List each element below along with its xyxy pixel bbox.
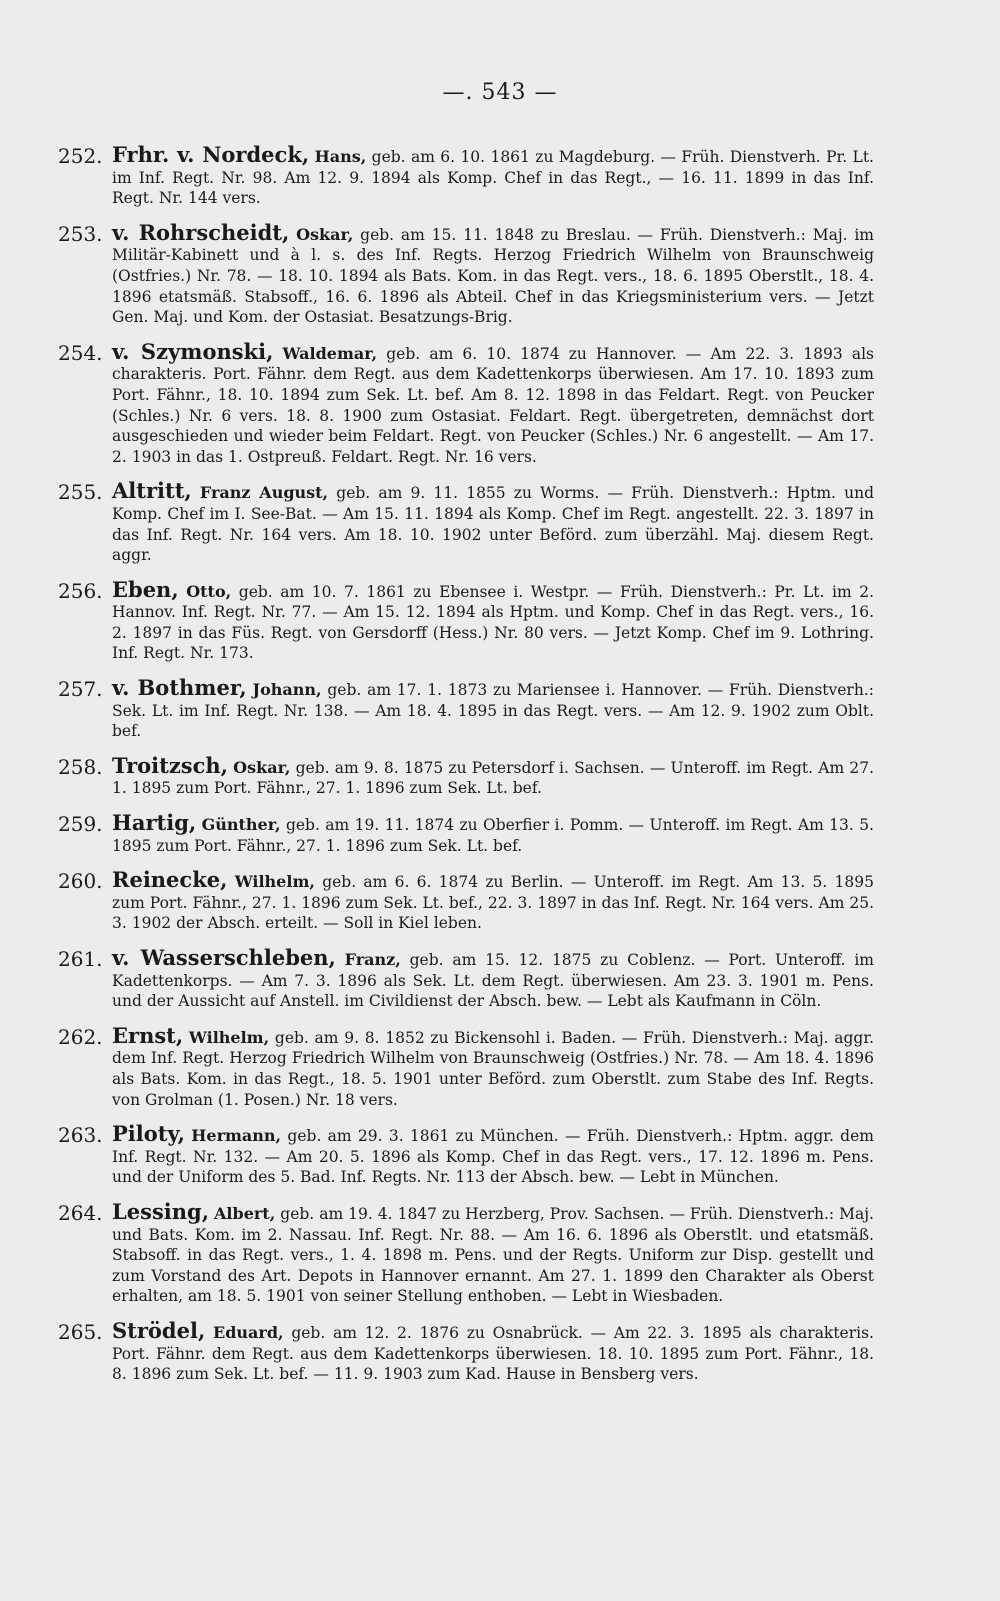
entry-surname: v. Wasserschleben,	[112, 945, 336, 970]
biography-entry	[0, 478, 1000, 565]
entry-text: geb. am 17. 1. 1873 zu Mariensee i. Hannover. — Früh. Dienstverh.: Sek. Lt. im Inf. Regt. Nr. 138. — Am 18. 4. 1895 in das Regt. vers. — Am 12. 9. 1902 zum Oblt. bef.	[112, 681, 874, 741]
entry-number: 264.	[58, 1200, 103, 1225]
entry-text: geb. am 15. 11. 1848 zu Breslau. — Früh. Dienstverh.: Maj. im Militär-Kabinett und à l. s. des Inf. Regts. Herzog Friedrich Wilhelm von Braunschweig (Ostfries.) Nr. 78. — 18. 10. 1894 als Bats. Kom. in das Regt. vers., 18. 6. 1895 Oberstlt., 18. 4. 1896 etatsmäß. Stabsoff., 16. 6. 1896 als Abteil. Chef in das Kriegsministerium vers. — Jetzt Gen. Maj. und Kom. der Ostasiat. Besatzungs-Brig.	[112, 225, 875, 327]
entry-text: geb. am 12. 2. 1876 zu Osnabrück. — Am 22. 3. 1895 als charakteris. Port. Fähnr. dem Regt. aus dem Kadettenkorps überwiesen. 18. 10. 1895 zum Port. Fähnr., 18. 8. 1896 zum Sek. Lt. bef. — 11. 9. 1903 zum Kad. Hause in Bensberg vers.	[112, 1323, 874, 1384]
entry-given-name: Hermann,	[191, 1126, 282, 1146]
biography-entry	[0, 752, 1000, 799]
entry-number: 256.	[58, 578, 103, 603]
entry-given-name: Wilhelm,	[188, 1027, 270, 1047]
biography-entry	[0, 219, 1000, 328]
entry-number: 263.	[58, 1123, 103, 1148]
entry-number: 252.	[58, 144, 103, 168]
entry-text: geb. am 10. 7. 1861 zu Ebensee i. Westpr. — Früh. Dienstverh.: Pr. Lt. im 2. Hannov. Inf. Regt. Nr. 77. — Am 15. 12. 1894 als Hptm. und Komp. Chef in das Regt. vers., 16. 2. 1897 in das Füs. Regt. von Gersdorff (Hess.) Nr. 80 vers. — Jetzt Komp. Chef im 9. Lothring. Inf. Regt. Nr. 173.	[112, 582, 875, 663]
entry-text: geb. am 15. 12. 1875 zu Coblenz. — Port. Unteroff. im Kadettenkorps. — Am 7. 3. 1896 als Sek. Lt. dem Regt. überwiesen. Am 23. 3. 1901 m. Pens. und der Aussicht auf Anstell. im Civildienst der Absch. bew. — Lebt als Kaufmann in Cöln.	[112, 951, 875, 1011]
entry-given-name: Günther,	[201, 815, 281, 835]
entry-number: 255.	[58, 480, 103, 505]
entry-text: geb. am 9. 8. 1875 zu Petersdorf i. Sachsen. — Unteroff. im Regt. Am 27. 1. 1895 zum Port. Fähnr., 27. 1. 1896 zum Sek. Lt. bef.	[112, 758, 875, 798]
biography-entry	[0, 1022, 1000, 1110]
entry-surname: Lessing,	[112, 1198, 210, 1224]
biography-entry	[0, 945, 1000, 1012]
entry-number: 257.	[58, 677, 103, 702]
entry-text: geb. am 6. 10. 1861 zu Magdeburg. — Früh. Dienstverh. Pr. Lt. im Inf. Regt. Nr. 98. Am 12. 9. 1894 als Komp. Chef in das Regt., — 16. 11. 1899 in das Inf. Regt. Nr. 144 vers.	[112, 148, 874, 208]
entry-number: 262.	[58, 1024, 103, 1049]
entry-number: 261.	[58, 947, 103, 971]
entry-given-name: Oskar,	[233, 757, 291, 777]
entry-surname: Ernst,	[112, 1022, 184, 1048]
entry-number: 258.	[58, 754, 103, 779]
entry-given-name: Franz,	[344, 950, 401, 969]
entry-text: geb. am 6. 10. 1874 zu Hannover. — Am 22. 3. 1893 als charakteris. Port. Fähnr. dem Regt. aus dem Kadettenkorps überwiesen. Am 17. 10. 1893 zum Port. Fähnr., 18. 10. 1894 zum Sek. Lt. bef. Am 8. 12. 1898 in das Feldart. Regt. von Peucker (Schles.) Nr. 6 vers. 18. 8. 1900 zum Ostasiat. Feldart. Regt. übergetreten, demnächst dort ausgeschieden und wieder beim Feldart. Regt. von Peucker (Schles.) Nr. 6 angestellt. — Am 17. 2. 1903 in das 1. Ostpreuß. Feldart. Regt. Nr. 16 vers.	[112, 344, 874, 466]
entry-text: geb. am 6. 6. 1874 zu Berlin. — Unteroff. im Regt. Am 13. 5. 1895 zum Port. Fähnr., 27. 1. 1896 zum Sek. Lt. bef., 22. 3. 1897 in das Inf. Regt. Nr. 164 vers. Am 25. 3. 1902 der Absch. erteilt. — Soll in Kiel leben.	[112, 873, 874, 933]
entry-list	[0, 142, 1000, 1399]
entry-given-name: Franz August,	[199, 483, 329, 503]
entry-given-name: Hans,	[314, 147, 367, 166]
biography-entry	[0, 675, 1000, 742]
entry-text: geb. am 9. 8. 1852 zu Bickensohl i. Baden. — Früh. Dienstverh.: Maj. aggr. dem Inf. Regt. Herzog Friedrich Wilhelm von Braunschweig (Ostfries.) Nr. 78. — Am 18. 4. 1896 als Bats. Kom. in das Regt., 18. 5. 1901 unter Beförd. zum Oberstlt. zum Stabe des Inf. Regts. von Grolman (1. Posen.) Nr. 18 vers.	[112, 1028, 874, 1109]
entry-given-name: Eduard,	[213, 1322, 284, 1342]
biography-entry	[0, 576, 1000, 664]
entry-surname: Piloty,	[112, 1121, 185, 1147]
biography-entry	[0, 338, 1000, 468]
entry-text: geb. am 9. 11. 1855 zu Worms. — Früh. Dienstverh.: Hptm. und Komp. Chef im I. See-Bat. — Am 15. 11. 1894 als Komp. Chef im Regt. angestellt. 22. 3. 1897 in das Inf. Regt. Nr. 164 vers. Am 18. 10. 1902 unter Beförd. zum überzähl. Maj. diesem Regt. aggr.	[112, 484, 874, 565]
entry-given-name: Waldemar,	[282, 343, 378, 363]
entry-text: geb. am 19. 4. 1847 zu Herzberg, Prov. Sachsen. — Früh. Dienstverh.: Maj. und Bats. Kom. im 2. Nassau. Inf. Regt. Nr. 88. — Am 16. 6. 1896 als Oberstlt. und etatsmäß. Stabsoff. in das Regt. vers., 1. 4. 1898 m. Pens. und der Regts. Uniform zur Disp. gestellt und zum Vorstand des Art. Depots in Hannover ernannt. Am 27. 1. 1899 den Charakter als Oberst erhalten, am 18. 5. 1901 von seiner Stellung enthoben. — Lebt in Wiesbaden.	[112, 1204, 874, 1306]
entry-given-name: Albert,	[214, 1203, 276, 1223]
entry-number: 254.	[58, 340, 103, 365]
entry-surname: Altritt,	[112, 478, 192, 504]
biography-entry	[0, 867, 1000, 934]
entry-text: geb. am 29. 3. 1861 zu München. — Früh. Dienstverh.: Hptm. aggr. dem Inf. Regt. Nr. 132. — Am 20. 5. 1896 als Komp. Chef in das Regt. vers., 17. 12. 1896 m. Pens. und der Uniform des 5. Bad. Inf. Regts. Nr. 113 der Absch. bew. — Lebt in München.	[112, 1127, 874, 1187]
entry-surname: Frhr. v. Nordeck,	[112, 142, 310, 167]
entry-given-name: Johann,	[252, 680, 322, 700]
entry-given-name: Oskar,	[296, 224, 354, 244]
entry-surname: Reinecke,	[112, 867, 228, 893]
biography-entry	[0, 810, 1000, 856]
entry-surname: v. Rohrscheidt,	[112, 219, 290, 245]
entry-number: 253.	[58, 221, 103, 246]
biography-entry	[0, 1198, 1000, 1307]
biography-entry	[0, 1121, 1000, 1188]
entry-surname: Troitzsch,	[112, 752, 228, 778]
entry-surname: Eben,	[112, 576, 179, 602]
entry-text: geb. am 19. 11. 1874 zu Oberfier i. Pomm. — Unteroff. im Regt. Am 13. 5. 1895 zum Port. Fähnr., 27. 1. 1896 zum Sek. Lt. bef.	[112, 816, 874, 855]
entry-surname: v. Bothmer,	[112, 675, 247, 701]
biography-entry	[0, 142, 1000, 209]
entry-surname: Hartig,	[112, 810, 197, 836]
entry-given-name: Otto,	[186, 581, 232, 601]
entry-surname: v. Szymonski,	[112, 338, 274, 364]
entry-surname: Strödel,	[112, 1317, 206, 1343]
entry-number: 265.	[58, 1319, 103, 1344]
page-number: —. 543 —	[442, 80, 558, 105]
entry-given-name: Wilhelm,	[234, 872, 315, 892]
biography-entry	[0, 1317, 1000, 1385]
entry-number: 260.	[58, 869, 103, 894]
entry-number: 259.	[58, 812, 103, 837]
